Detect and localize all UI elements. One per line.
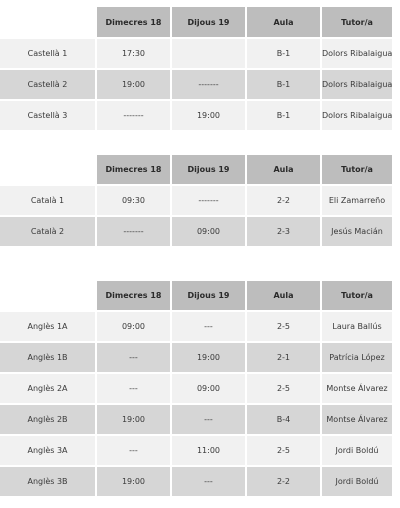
classroom: B-1 <box>245 70 320 101</box>
classroom: B-1 <box>245 101 320 132</box>
table-row <box>0 436 392 467</box>
classroom: 2-2 <box>245 186 320 217</box>
classroom: 2-2 <box>245 467 320 498</box>
course-name: Anglès 2B <box>0 405 95 436</box>
tutor-name: Laura Ballús <box>320 312 392 343</box>
thursday-time: 19:00 <box>170 101 245 132</box>
thursday-time: --- <box>170 312 245 343</box>
schedule-table-castella <box>0 7 392 132</box>
wednesday-time: --- <box>95 343 170 374</box>
table-row <box>0 405 392 436</box>
tutor-name: Dolors Ribalaigua <box>320 39 392 70</box>
course-name: Castellà 2 <box>0 70 95 101</box>
thursday-time: --- <box>170 405 245 436</box>
table-row <box>0 101 392 132</box>
tutor-name: Jesús Macián <box>320 217 392 248</box>
table-row <box>0 39 392 70</box>
wednesday-time: 17:30 <box>95 39 170 70</box>
classroom: 2-3 <box>245 217 320 248</box>
wednesday-time: 09:30 <box>95 186 170 217</box>
header-dimecres: Dimecres 18 <box>95 281 170 312</box>
thursday-time: 19:00 <box>170 343 245 374</box>
course-name: Català 2 <box>0 217 95 248</box>
table-row <box>0 70 392 101</box>
header-blank-cell <box>0 281 95 312</box>
wednesday-time: --- <box>95 436 170 467</box>
table-row <box>0 312 392 343</box>
course-name: Anglès 3B <box>0 467 95 498</box>
table-header-row <box>0 281 392 312</box>
header-tutor: Tutor/a <box>320 7 392 39</box>
thursday-time: ------- <box>170 70 245 101</box>
classroom: 2-5 <box>245 312 320 343</box>
table-row <box>0 467 392 498</box>
header-dijous: Dijous 19 <box>170 7 245 39</box>
header-tutor: Tutor/a <box>320 281 392 312</box>
header-blank-cell <box>0 7 95 39</box>
table-row <box>0 343 392 374</box>
course-name: Anglès 1B <box>0 343 95 374</box>
header-dimecres: Dimecres 18 <box>95 7 170 39</box>
wednesday-time: 09:00 <box>95 312 170 343</box>
thursday-time: 11:00 <box>170 436 245 467</box>
table-header-row <box>0 155 392 186</box>
course-name: Català 1 <box>0 186 95 217</box>
wednesday-time: 19:00 <box>95 467 170 498</box>
wednesday-time: 19:00 <box>95 405 170 436</box>
table-header-row <box>0 7 392 39</box>
thursday-time: --- <box>170 467 245 498</box>
tutor-name: Jordi Boldú <box>320 467 392 498</box>
thursday-time: 09:00 <box>170 217 245 248</box>
tutor-name: Dolors Ribalaigua <box>320 70 392 101</box>
course-name: Anglès 2A <box>0 374 95 405</box>
wednesday-time: ------- <box>95 217 170 248</box>
tutor-name: Jordi Boldú <box>320 436 392 467</box>
table-row <box>0 186 392 217</box>
classroom: 2-5 <box>245 374 320 405</box>
classroom: B-1 <box>245 39 320 70</box>
classroom: B-4 <box>245 405 320 436</box>
table-row <box>0 374 392 405</box>
thursday-time <box>170 39 245 70</box>
course-name: Castellà 1 <box>0 39 95 70</box>
tutor-name: Patrícia López <box>320 343 392 374</box>
header-aula: Aula <box>245 155 320 186</box>
course-name: Anglès 3A <box>0 436 95 467</box>
header-aula: Aula <box>245 281 320 312</box>
thursday-time: ------- <box>170 186 245 217</box>
header-blank-cell <box>0 155 95 186</box>
wednesday-time: ------- <box>95 101 170 132</box>
course-name: Anglès 1A <box>0 312 95 343</box>
schedule-table-angles <box>0 281 392 498</box>
course-name: Castellà 3 <box>0 101 95 132</box>
tutor-name: Montse Álvarez <box>320 405 392 436</box>
wednesday-time: 19:00 <box>95 70 170 101</box>
header-dijous: Dijous 19 <box>170 155 245 186</box>
table-row <box>0 217 392 248</box>
thursday-time: 09:00 <box>170 374 245 405</box>
header-dijous: Dijous 19 <box>170 281 245 312</box>
tutor-name: Dolors Ribalaigua <box>320 101 392 132</box>
header-aula: Aula <box>245 7 320 39</box>
classroom: 2-1 <box>245 343 320 374</box>
tutor-name: Montse Álvarez <box>320 374 392 405</box>
header-dimecres: Dimecres 18 <box>95 155 170 186</box>
wednesday-time: --- <box>95 374 170 405</box>
schedule-table-catala <box>0 155 392 248</box>
tutor-name: Eli Zamarreño <box>320 186 392 217</box>
header-tutor: Tutor/a <box>320 155 392 186</box>
classroom: 2-5 <box>245 436 320 467</box>
